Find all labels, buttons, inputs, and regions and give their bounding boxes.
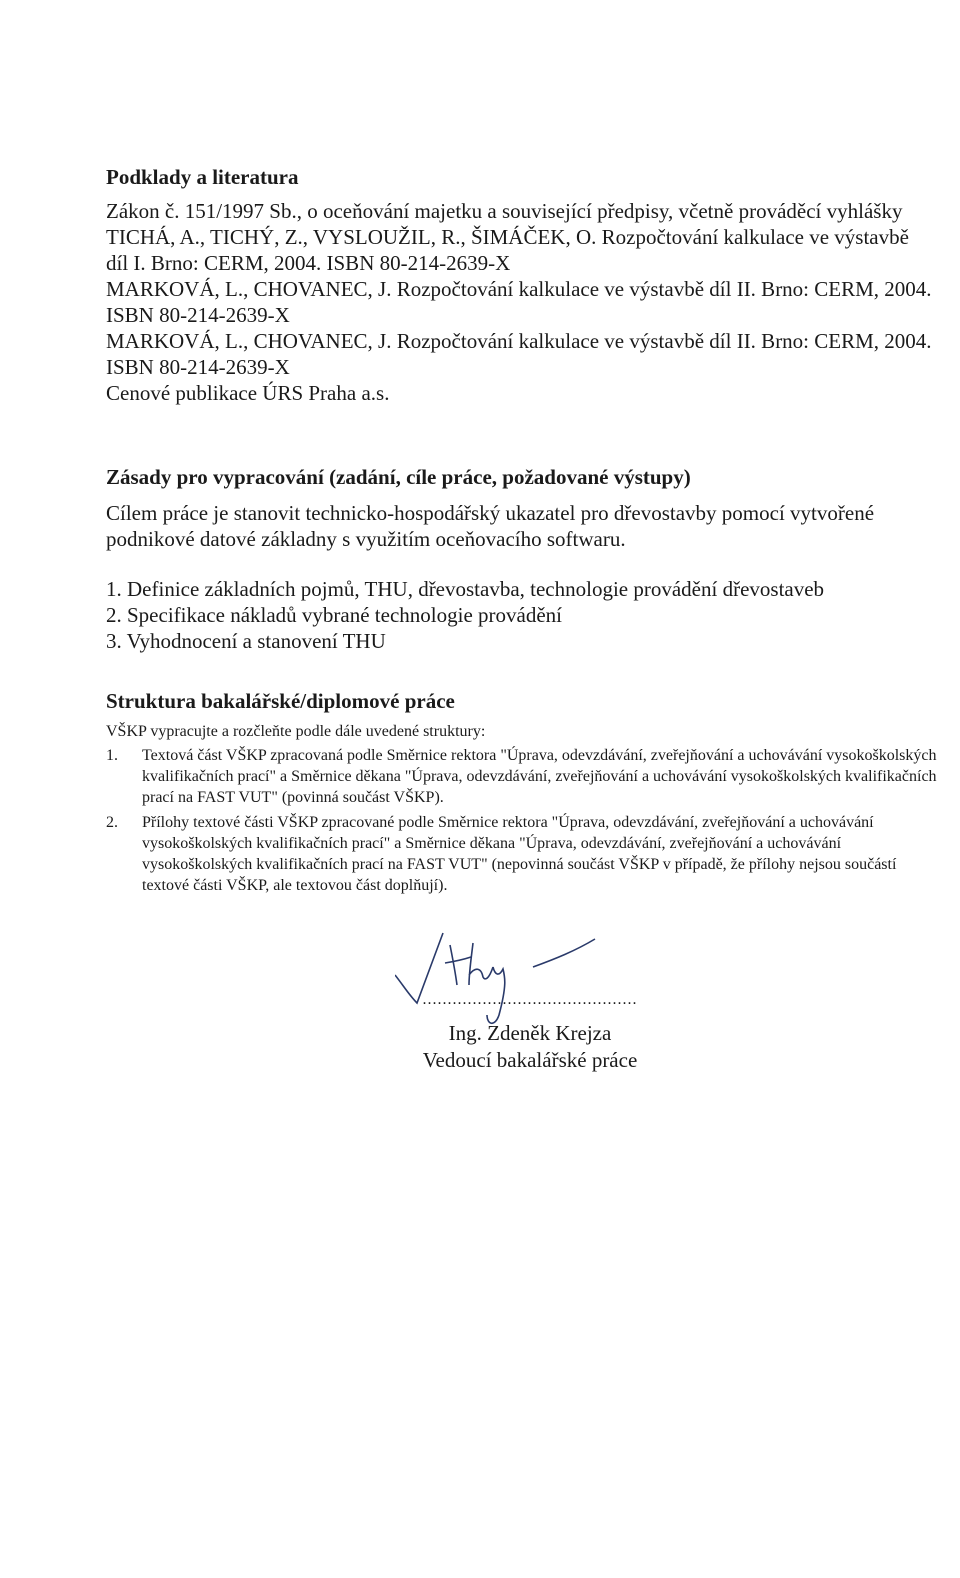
- literature-list: [106, 198, 936, 406]
- structure-list: [106, 745, 946, 896]
- signature-line: ...........................................: [422, 991, 638, 1008]
- principles-list: [106, 576, 936, 654]
- literature-item: Cenové publikace ÚRS Praha a.s.: [106, 381, 390, 405]
- structure-item-text: Přílohy textové části VŠKP zpracované podle Směrnice rektora "Úprava, odevzdávání, zveřejňování a uchovávání vysokoškolských kvalifikačních prací" a Směrnice děkana "Úprava, odevzdávání, zveřejňování a uchovávání vysokoškolských kvalifikačních prací na FAST VUT" (nepovinná součást VŠKP v případě, že přílohy nejsou součástí textové části VŠKP, ale textovou část doplňují).: [142, 814, 897, 894]
- signature-block: [380, 992, 680, 1074]
- literature-item: TICHÁ, A., TICHÝ, Z., VYSLOUŽIL, R., ŠIMÁČEK, O. Rozpočtování kalkulace ve výstavbě díl I. Brno: CERM, 2004. ISBN 80-214-2639-X: [106, 225, 909, 275]
- literature-heading: Podklady a literatura: [106, 165, 299, 189]
- literature-item: MARKOVÁ, L., CHOVANEC, J. Rozpočtování kalkulace ve výstavbě díl II. Brno: CERM, 2004. ISBN 80-214-2639-X: [106, 277, 932, 327]
- structure-item-number: 2.: [106, 814, 118, 831]
- principles-item: 3. Vyhodnocení a stanovení THU: [106, 629, 386, 653]
- literature-item: MARKOVÁ, L., CHOVANEC, J. Rozpočtování kalkulace ve výstavbě díl II. Brno: CERM, 2004. ISBN 80-214-2639-X: [106, 329, 932, 379]
- literature-item: Zákon č. 151/1997 Sb., o oceňování majetku a související předpisy, včetně prováděcí vyhlášky: [106, 199, 903, 223]
- principles-intro-text: Cílem práce je stanovit technicko-hospodářský ukazatel pro dřevostavby pomocí vytvořené podnikové datové základny s využitím oceňovacího softwaru.: [106, 501, 875, 551]
- structure-intro: VŠKP vypracujte a rozčleňte podle dále uvedené struktury:: [106, 723, 486, 740]
- structure-item-number: 1.: [106, 747, 118, 764]
- structure-body: [106, 721, 946, 900]
- structure-heading: Struktura bakalářské/diplomové práce: [106, 689, 455, 713]
- principles-item: 1. Definice základních pojmů, THU, dřevostavba, technologie provádění dřevostaveb: [106, 577, 825, 601]
- principles-heading: Zásady pro vypracování (zadání, cíle práce, požadované výstupy): [106, 465, 691, 489]
- structure-item: [106, 812, 946, 896]
- structure-item: [106, 745, 946, 808]
- principles-intro: [106, 500, 936, 552]
- signatory-role: Vedoucí bakalářské práce: [422, 1048, 638, 1072]
- signatory-name: Ing. Zdeněk Krejza: [448, 1021, 612, 1045]
- principles-item: 2. Specifikace nákladů vybrané technologie provádění: [106, 603, 562, 627]
- structure-item-text: Textová část VŠKP zpracovaná podle Směrnice rektora "Úprava, odevzdávání, zveřejňování a uchovávání vysokoškolských kvalifikačních prací" a Směrnice děkana "Úprava, odevzdávání, zveřejňování a uchovávání vysokoškolských kvalifikačních prací na FAST VUT" (povinná součást VŠKP).: [142, 747, 937, 806]
